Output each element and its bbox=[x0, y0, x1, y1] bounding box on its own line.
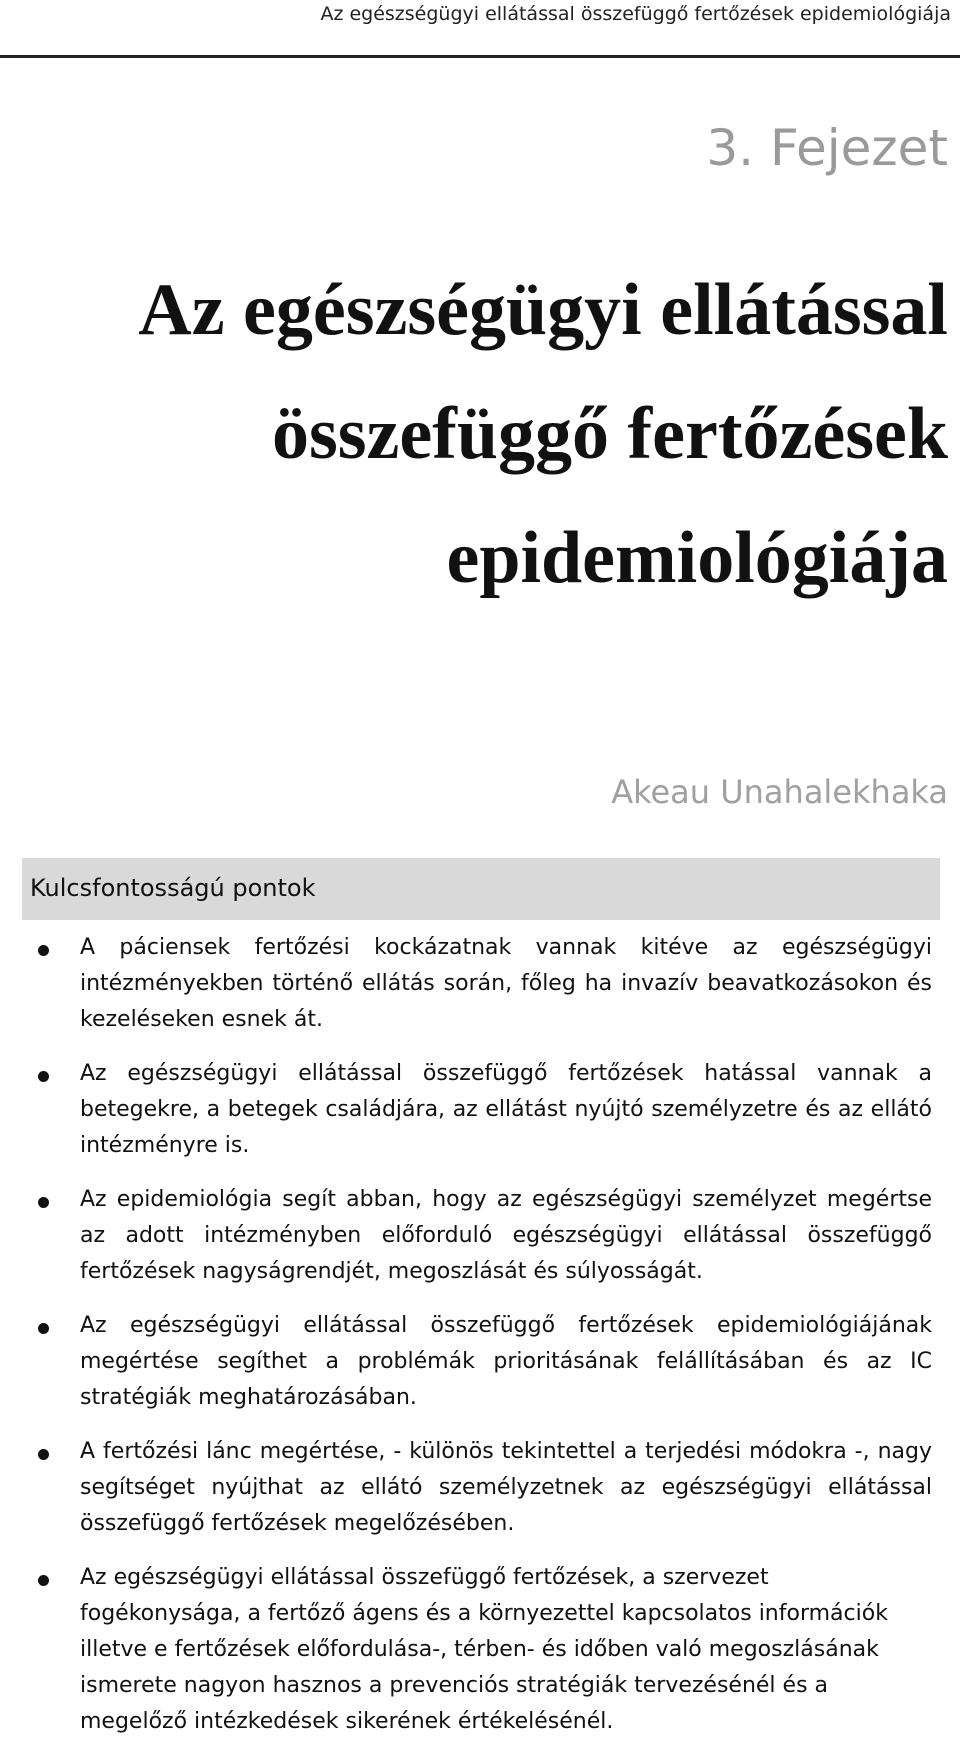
bullet-icon bbox=[38, 1323, 49, 1334]
key-point-item bbox=[0, 1182, 960, 1290]
key-point-text: Az egészségügyi ellátással összefüggő fertőzések, a szervezet fogékonysága, a fertőző ágens és a környezettel kapcsolatos információk illetve e fertőzések előfordulása-, térben- és időben való megoszlásának ismerete nagyon hasznos a prevenciós stratégiák tervezésénél és a megelőző intézkedések sikerének értékelésénél. bbox=[80, 1565, 888, 1734]
bullet-icon bbox=[38, 1449, 49, 1460]
key-point-text: Az egészségügyi ellátással összefüggő fertőzések epidemiológiájának megértése segíthet a problémák prioritásának felállításában és az IC stratégiák meghatározásában. bbox=[80, 1313, 932, 1410]
bullet-icon bbox=[38, 945, 49, 956]
key-point-text: Az epidemiológia segít abban, hogy az egészségügyi személyzet megértse az adott intézményben előforduló egészségügyi ellátással összefüggő fertőzések nagyságrendjét, megoszlását és súlyosságát. bbox=[80, 1187, 932, 1284]
chapter-label: 3. Fejezet bbox=[706, 119, 948, 177]
key-point-text: A páciensek fertőzési kockázatnak vannak kitéve az egészségügyi intézményekben történő ellátás során, főleg ha invazív beavatkozásokon és kezeléseken esnek át. bbox=[80, 935, 932, 1032]
running-header: Az egészségügyi ellátással összefüggő fertőzések epidemiológiája bbox=[320, 3, 951, 25]
key-point-text: A fertőzési lánc megértése, - különös tekintettel a terjedési módokra -, nagy segítséget nyújthat az ellátó személyzetnek az egészségügyi ellátással összefüggő fertőzések megelőzésében. bbox=[80, 1439, 932, 1536]
key-points-heading: Kulcsfontosságú pontok bbox=[30, 874, 316, 902]
key-point-item bbox=[0, 1434, 960, 1542]
key-point-text: Az egészségügyi ellátással összefüggő fertőzések hatással vannak a betegekre, a betegek családjára, az ellátást nyújtó személyzetre és az ellátó intézményre is. bbox=[80, 1061, 932, 1158]
key-point-item bbox=[0, 1560, 960, 1740]
bullet-icon bbox=[38, 1575, 49, 1586]
header-divider bbox=[0, 55, 960, 58]
key-point-item bbox=[0, 1308, 960, 1416]
key-point-item bbox=[0, 1056, 960, 1164]
chapter-author: Akeau Unahalekhaka bbox=[611, 773, 948, 811]
key-point-item bbox=[0, 930, 960, 1038]
key-points-list bbox=[0, 930, 960, 1758]
bullet-icon bbox=[38, 1197, 49, 1208]
chapter-title: Az egészségügyi ellátással összefüggő fertőzések epidemiológiája bbox=[138, 269, 948, 599]
key-points-header-box bbox=[22, 858, 940, 920]
bullet-icon bbox=[38, 1071, 49, 1082]
